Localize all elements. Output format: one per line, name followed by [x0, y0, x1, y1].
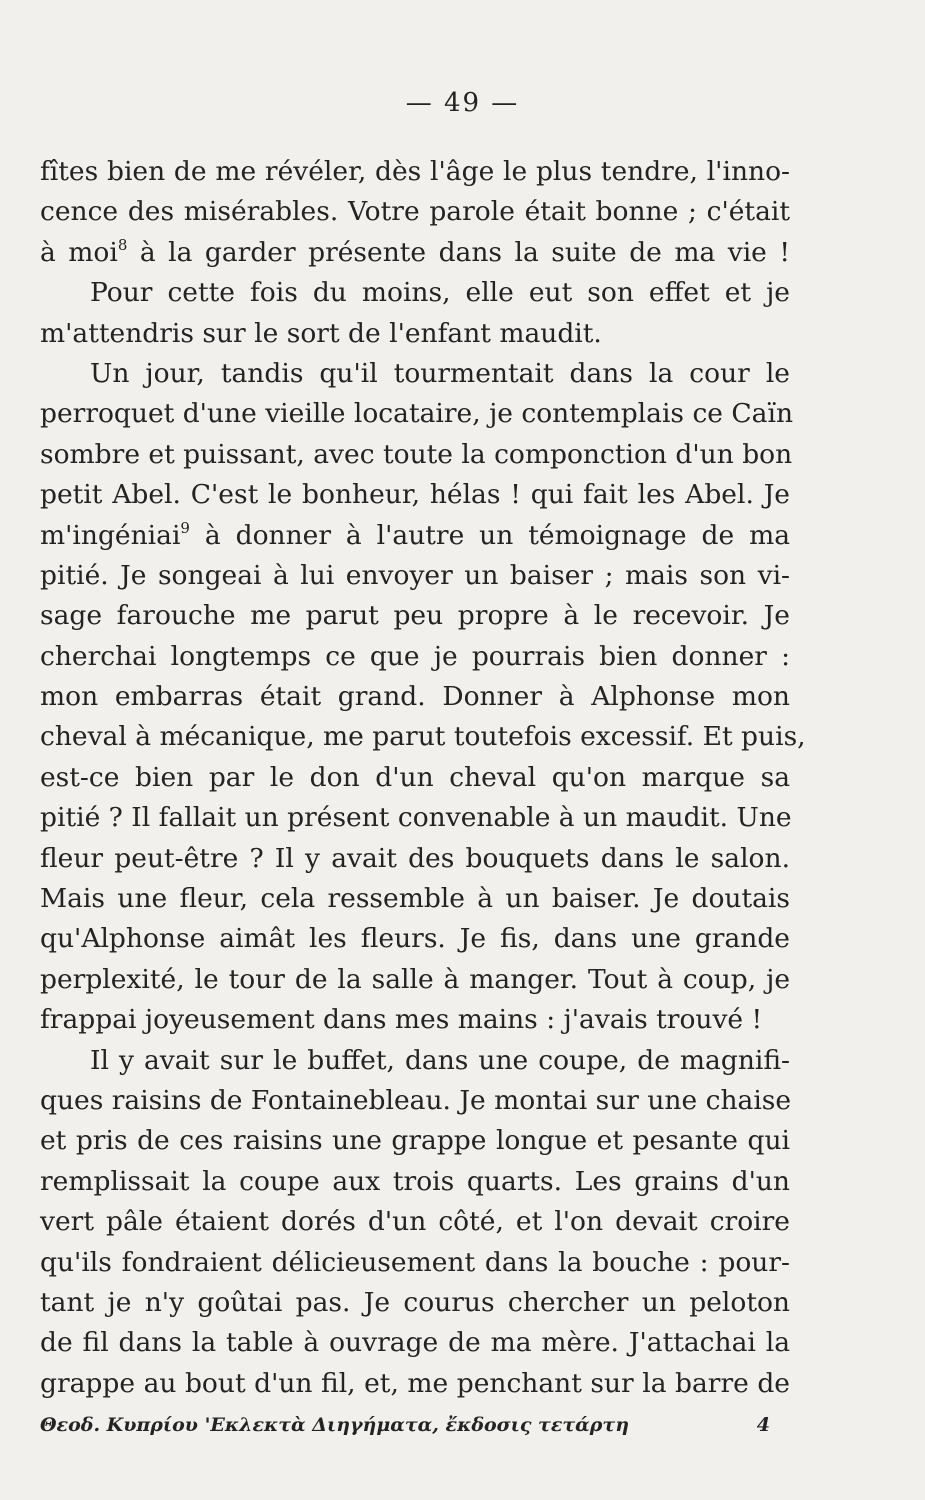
text-line: frappai joyeusement dans mes mains : j'avais trouvé !	[40, 1004, 763, 1036]
text-line: cheval à mécanique, me parut toutefois excessif. Et puis,	[40, 721, 806, 753]
text-line: et pris de ces raisins une grappe longue et pesante qui	[40, 1125, 790, 1157]
text-line: de fil dans la table à ouvrage de ma mère. J'attachai la	[40, 1327, 790, 1359]
text-fragment: m'ingéniai	[40, 519, 181, 551]
text-fragment: à donner à l'autre un témoignage de ma	[189, 519, 790, 551]
page-footer	[40, 1414, 770, 1436]
text-line: Pour cette fois du moins, elle eut son effet et je	[90, 277, 790, 309]
footnote-marker: 9	[180, 518, 190, 537]
text-line: Un jour, tandis qu'il tourmentait dans la cour le	[90, 357, 790, 389]
text-line: Mais une fleur, cela ressemble à un baiser. Je doutais	[40, 883, 790, 915]
text-line: cence des misérables. Votre parole était bonne ; c'était	[40, 196, 790, 228]
text-line: Il y avait sur le buffet, dans une coupe, de magnifi-	[90, 1044, 790, 1076]
signature-number: 4	[756, 1414, 770, 1436]
text-line: m'attendris sur le sort de l'enfant maudit.	[40, 317, 602, 349]
text-line: fîtes bien de me révéler, dès l'âge le plus tendre, l'inno-	[40, 156, 790, 187]
text-line: pitié. Je songeai à lui envoyer un baiser ; mais son vi-	[40, 559, 790, 591]
text-fragment: à moi	[40, 236, 118, 268]
text-line: perplexité, le tour de la salle à manger. Tout à coup, je	[40, 963, 790, 995]
text-line: sombre et puissant, avec toute la componction d'un bon	[40, 438, 793, 470]
text-line: fleur peut-être ? Il y avait des bouquets dans le salon.	[40, 842, 790, 874]
text-line: mon embarras était grand. Donner à Alphonse mon	[40, 681, 790, 713]
text-body	[40, 152, 806, 1404]
text-line: pitié ? Il fallait un présent convenable à un maudit. Une	[40, 802, 792, 834]
text-line: petit Abel. C'est le bonheur, hélas ! qui fait les Abel. Je	[40, 479, 790, 511]
text-line: est-ce bien par le don d'un cheval qu'on marque sa	[40, 761, 790, 793]
text-line: qu'ils fondraient délicieusement dans la bouche : pour-	[40, 1246, 790, 1278]
text-line	[40, 516, 790, 556]
text-line	[40, 233, 790, 273]
text-line: vert pâle étaient dorés d'un côté, et l'on devait croire	[40, 1206, 790, 1238]
footnote-marker: 8	[117, 235, 128, 254]
text-line: tant je n'y goûtai pas. Je courus chercher un peloton	[40, 1286, 790, 1318]
text-line: cherchai longtemps ce que je pourrais bien donner :	[40, 640, 790, 672]
text-line: ques raisins de Fontainebleau. Je montai sur une chaise	[40, 1084, 792, 1116]
text-line: perroquet d'une vieille locataire, je contemplais ce Caïn	[40, 398, 794, 430]
footer-book-title: Θεοδ. Κυπρίου 'Εκλεκτὰ Διηγήματα, ἔκδοσις τετάρτη	[40, 1414, 630, 1436]
text-line: qu'Alphonse aimât les fleurs. Je fis, dans une grande	[40, 923, 790, 955]
text-line: sage farouche me parut peu propre à le recevoir. Je	[40, 600, 790, 632]
text-line: grappe au bout d'un fil, et, me penchant sur la barre de	[40, 1367, 790, 1399]
text-fragment: à la garder présente dans la suite de ma vie !	[127, 236, 790, 268]
page-number: — 49 —	[405, 88, 520, 118]
text-line: remplissait la coupe aux trois quarts. Les grains d'un	[40, 1165, 790, 1197]
